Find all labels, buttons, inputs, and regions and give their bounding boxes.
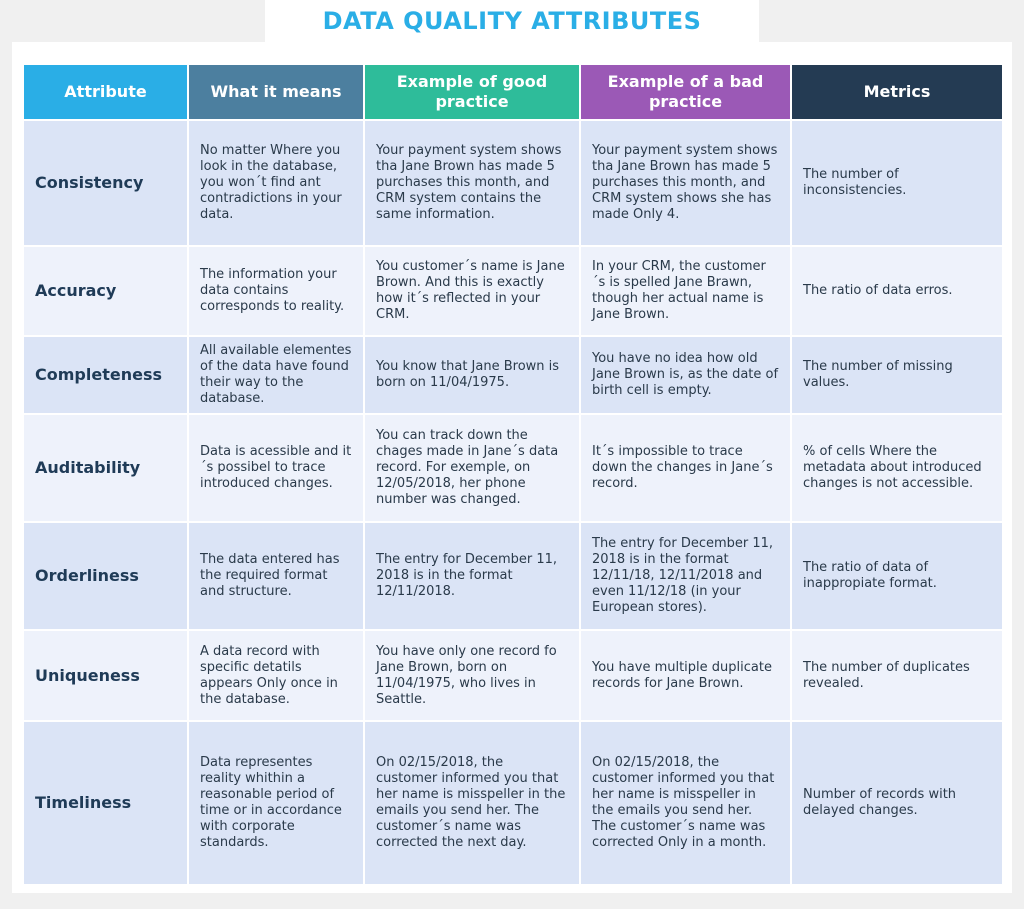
bad-practice-cell: Your payment system shows tha Jane Brown has made 5 purchases this month, and CRM system shows she has made Only 4. <box>581 121 790 245</box>
table-row <box>24 722 1002 884</box>
good-practice-cell: Your payment system shows tha Jane Brown has made 5 purchases this month, and CRM system contains the same information. <box>365 121 579 245</box>
metrics-cell: The number of missing values. <box>792 337 1002 413</box>
title-banner <box>265 0 759 42</box>
good-practice-cell: You customer´s name is Jane Brown. And this is exactly how it´s reflected in your CRM. <box>365 247 579 335</box>
good-practice-cell: You can track down the chages made in Jane´s data record. For exemple, on 12/05/2018, her phone number was changed. <box>365 415 579 521</box>
bad-practice-cell: The entry for December 11, 2018 is in the format 12/11/18, 12/11/2018 and even 11/12/18 (in your European stores). <box>581 523 790 629</box>
metrics-cell: The number of inconsistencies. <box>792 121 1002 245</box>
attribute-cell: Timeliness <box>24 722 187 884</box>
meaning-cell: Data representes reality whithin a reasonable period of time or in accordance with corporate standards. <box>189 722 363 884</box>
meaning-cell: All available elementes of the data have found their way to the database. <box>189 337 363 413</box>
meaning-cell: The data entered has the required format and structure. <box>189 523 363 629</box>
metrics-cell: Number of records with delayed changes. <box>792 722 1002 884</box>
table-row <box>24 337 1002 413</box>
header-row <box>24 65 1002 119</box>
table-row <box>24 523 1002 629</box>
metrics-cell: The ratio of data erros. <box>792 247 1002 335</box>
table-row <box>24 631 1002 720</box>
column-header-good-practice: Example of good practice <box>365 65 579 119</box>
metrics-cell: % of cells Where the metadata about introduced changes is not accessible. <box>792 415 1002 521</box>
attribute-cell: Auditability <box>24 415 187 521</box>
attribute-cell: Uniqueness <box>24 631 187 720</box>
bad-practice-cell: You have multiple duplicate records for Jane Brown. <box>581 631 790 720</box>
meaning-cell: The information your data contains corresponds to reality. <box>189 247 363 335</box>
attribute-cell: Consistency <box>24 121 187 245</box>
column-header-bad-practice: Example of a bad practice <box>581 65 790 119</box>
table-row <box>24 247 1002 335</box>
bad-practice-cell: It´s impossible to trace down the changes in Jane´s record. <box>581 415 790 521</box>
data-quality-table <box>22 63 1004 886</box>
table-row <box>24 121 1002 245</box>
good-practice-cell: The entry for December 11, 2018 is in the format 12/11/2018. <box>365 523 579 629</box>
attribute-cell: Orderliness <box>24 523 187 629</box>
column-header-meaning: What it means <box>189 65 363 119</box>
column-header-attribute: Attribute <box>24 65 187 119</box>
meaning-cell: A data record with specific detatils appears Only once in the database. <box>189 631 363 720</box>
meaning-cell: Data is acessible and it´s possibel to trace introduced changes. <box>189 415 363 521</box>
attribute-cell: Completeness <box>24 337 187 413</box>
metrics-cell: The ratio of data of inappropiate format. <box>792 523 1002 629</box>
bad-practice-cell: You have no idea how old Jane Brown is, as the date of birth cell is empty. <box>581 337 790 413</box>
bad-practice-cell: In your CRM, the customer´s is spelled Jane Brawn, though her actual name is Jane Brown. <box>581 247 790 335</box>
good-practice-cell: You have only one record fo Jane Brown, born on 11/04/1975, who lives in Seattle. <box>365 631 579 720</box>
table-row <box>24 415 1002 521</box>
metrics-cell: The number of duplicates revealed. <box>792 631 1002 720</box>
good-practice-cell: On 02/15/2018, the customer informed you that her name is misspeller in the emails you send her. The customer´s name was corrected the next day. <box>365 722 579 884</box>
bad-practice-cell: On 02/15/2018, the customer informed you that her name is misspeller in the emails you send her. The customer´s name was corrected Only in a month. <box>581 722 790 884</box>
good-practice-cell: You know that Jane Brown is born on 11/04/1975. <box>365 337 579 413</box>
page-title: DATA QUALITY ATTRIBUTES <box>322 7 702 35</box>
column-header-metrics: Metrics <box>792 65 1002 119</box>
meaning-cell: No matter Where you look in the database, you won´t find ant contradictions in your data. <box>189 121 363 245</box>
attribute-cell: Accuracy <box>24 247 187 335</box>
